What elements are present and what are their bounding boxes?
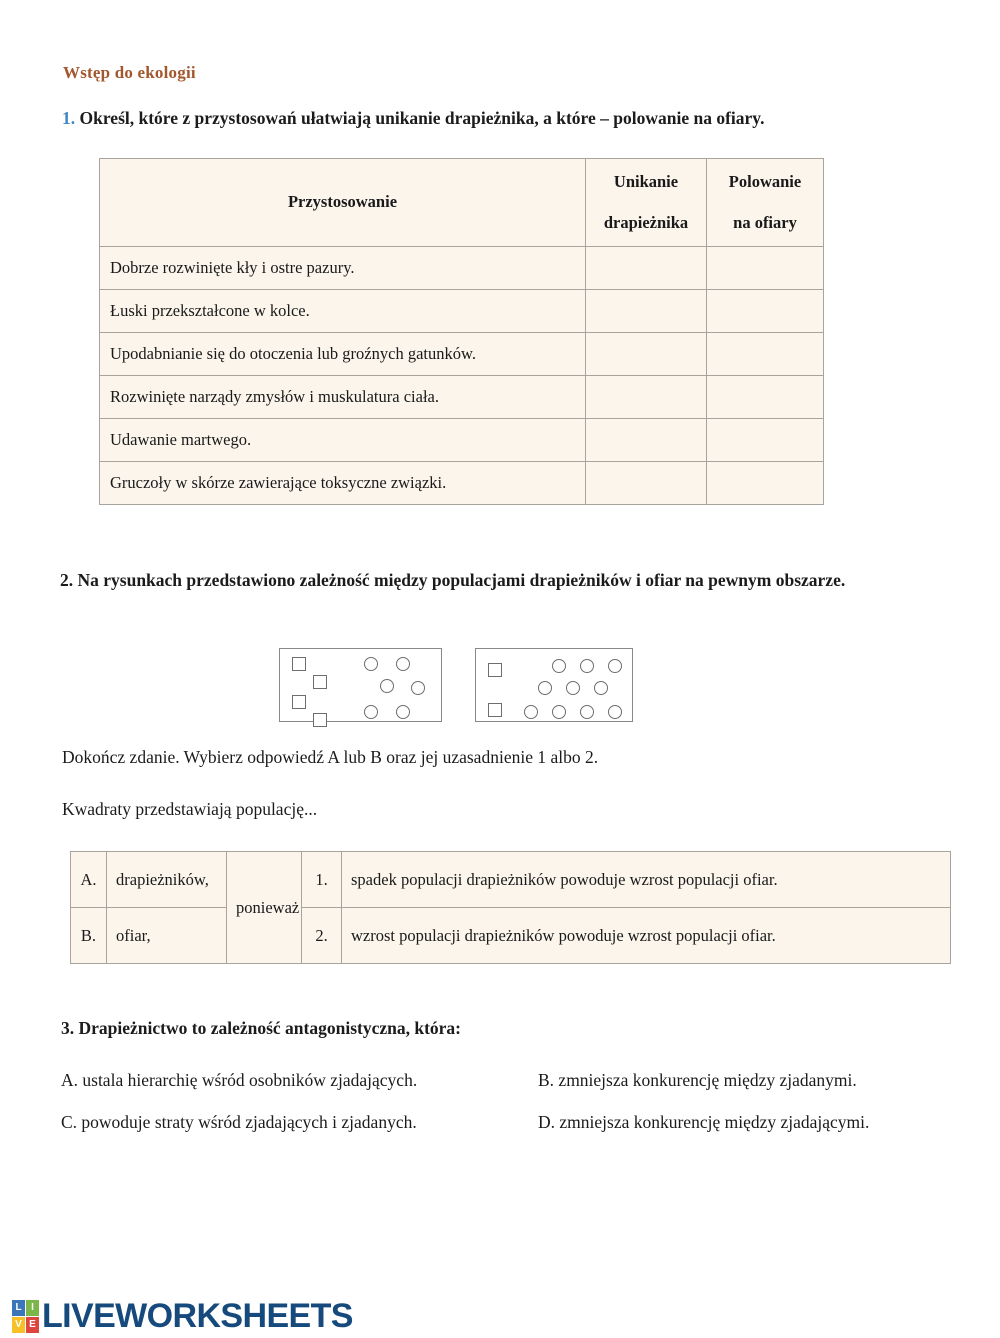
avoid-answer-cell[interactable] [586, 419, 707, 462]
prey-circle [552, 705, 566, 719]
adaptation-cell: Upodabnianie się do otoczenia lub groźnych gatunków. [100, 333, 586, 376]
table-row [71, 852, 951, 908]
hunt-answer-cell[interactable] [707, 247, 824, 290]
prey-circle [380, 679, 394, 693]
column-header-hunting-prey [707, 159, 824, 247]
question-3-row-2 [61, 1112, 951, 1154]
column-header-avoiding-predator [586, 159, 707, 247]
question-1-heading [62, 108, 764, 129]
hunt-answer-cell[interactable] [707, 290, 824, 333]
reason-number-1[interactable]: 1. [302, 852, 342, 908]
avoid-answer-cell[interactable] [586, 247, 707, 290]
prey-circle [364, 705, 378, 719]
prey-circle [552, 659, 566, 673]
header-hunt-line2: na ofiary [733, 212, 797, 232]
predator-square [488, 663, 502, 677]
avoid-answer-cell[interactable] [586, 376, 707, 419]
prey-circle [608, 659, 622, 673]
predator-square [313, 675, 327, 689]
prey-circle [594, 681, 608, 695]
hunt-answer-cell[interactable] [707, 462, 824, 505]
prey-circle [411, 681, 425, 695]
table-row [100, 462, 824, 505]
prey-circle [566, 681, 580, 695]
logo-letter-v: V [12, 1317, 25, 1333]
adaptation-cell: Rozwinięte narządy zmysłów i muskulatura ciała. [100, 376, 586, 419]
header-spacer [707, 192, 823, 214]
population-diagrams [279, 648, 633, 722]
reason-text-2[interactable]: wzrost populacji drapieżników powoduje wzrost populacji ofiar. [342, 908, 951, 964]
option-letter-b[interactable]: B. [71, 908, 107, 964]
adaptations-table [99, 158, 824, 505]
question-2-heading: 2. Na rysunkach przedstawiono zależność między populacjami drapieżników i ofiar na pewnym obszarze. [60, 570, 846, 590]
table-row [71, 908, 951, 964]
prey-circle [538, 681, 552, 695]
logo-wordmark: LIVEWORKSHEETS [42, 1297, 353, 1335]
avoid-answer-cell[interactable] [586, 333, 707, 376]
hunt-answer-cell[interactable] [707, 376, 824, 419]
table-row [100, 419, 824, 462]
question-3-option-c[interactable]: C. powoduje straty wśród zjadających i zjadanych. [61, 1112, 417, 1132]
answer-choice-table [70, 851, 951, 964]
option-letter-a[interactable]: A. [71, 852, 107, 908]
logo-letter-i: I [26, 1300, 39, 1316]
hunt-answer-cell[interactable] [707, 419, 824, 462]
hunt-answer-cell[interactable] [707, 333, 824, 376]
header-avoid-line1: Unikanie [613, 172, 679, 192]
reason-text-1[interactable]: spadek populacji drapieżników powoduje wzrost populacji ofiar. [342, 852, 951, 908]
logo-letter-e: E [26, 1317, 39, 1333]
predator-square [313, 713, 327, 727]
predator-square [488, 703, 502, 717]
question-3-heading: 3. Drapieżnictwo to zależność antagonistyczna, która: [61, 1018, 462, 1038]
reason-number-2[interactable]: 2. [302, 908, 342, 964]
question-3-row-1 [61, 1070, 951, 1112]
population-diagram-b [475, 648, 633, 722]
prey-circle [524, 705, 538, 719]
option-text-a[interactable]: drapieżników, [107, 852, 227, 908]
adaptation-cell: Gruczoły w skórze zawierające toksyczne związki. [100, 462, 586, 505]
header-hunt-line1: Polowanie [728, 172, 802, 192]
question-2-instruction: Dokończ zdanie. Wybierz odpowiedź A lub B oraz jej uzasadnienie 1 albo 2. [62, 747, 599, 767]
question-3-option-a[interactable]: A. ustala hierarchię wśród osobników zjadających. [61, 1070, 418, 1090]
header-avoid-line2: drapieżnika [603, 212, 689, 232]
predator-square [292, 657, 306, 671]
liveworksheets-logo-icon [12, 1300, 39, 1333]
prey-circle [608, 705, 622, 719]
table-header-row [100, 159, 824, 247]
avoid-answer-cell[interactable] [586, 462, 707, 505]
adaptation-cell: Dobrze rozwinięte kły i ostre pazury. [100, 247, 586, 290]
question-3-option-b[interactable]: B. zmniejsza konkurencję między zjadanymi. [538, 1070, 857, 1090]
population-diagram-a [279, 648, 442, 722]
prey-circle [580, 705, 594, 719]
adaptation-cell: Łuski przekształcone w kolce. [100, 290, 586, 333]
header-spacer [586, 192, 706, 214]
question-1-text: Określ, które z przystosowań ułatwiają unikanie drapieżnika, a które – polowanie na ofiary. [79, 108, 765, 128]
question-1-number: 1. [62, 108, 76, 128]
liveworksheets-logo[interactable] [12, 1297, 353, 1336]
prey-circle [396, 657, 410, 671]
prey-circle [364, 657, 378, 671]
avoid-answer-cell[interactable] [586, 290, 707, 333]
column-header-adaptation: Przystosowanie [100, 159, 586, 247]
logo-letter-l: L [12, 1300, 25, 1316]
conjunction-cell: ponieważ [227, 852, 302, 964]
prey-circle [396, 705, 410, 719]
table-row [100, 333, 824, 376]
page-title: Wstęp do ekologii [63, 63, 196, 82]
prey-circle [580, 659, 594, 673]
predator-square [292, 695, 306, 709]
table-row [100, 290, 824, 333]
question-2-stem: Kwadraty przedstawiają populację... [62, 799, 318, 819]
table-row [100, 247, 824, 290]
option-text-b[interactable]: ofiar, [107, 908, 227, 964]
question-3-option-d[interactable]: D. zmniejsza konkurencję między zjadającymi. [538, 1112, 870, 1132]
question-3-options [61, 1070, 951, 1154]
table-row [100, 376, 824, 419]
adaptation-cell: Udawanie martwego. [100, 419, 586, 462]
